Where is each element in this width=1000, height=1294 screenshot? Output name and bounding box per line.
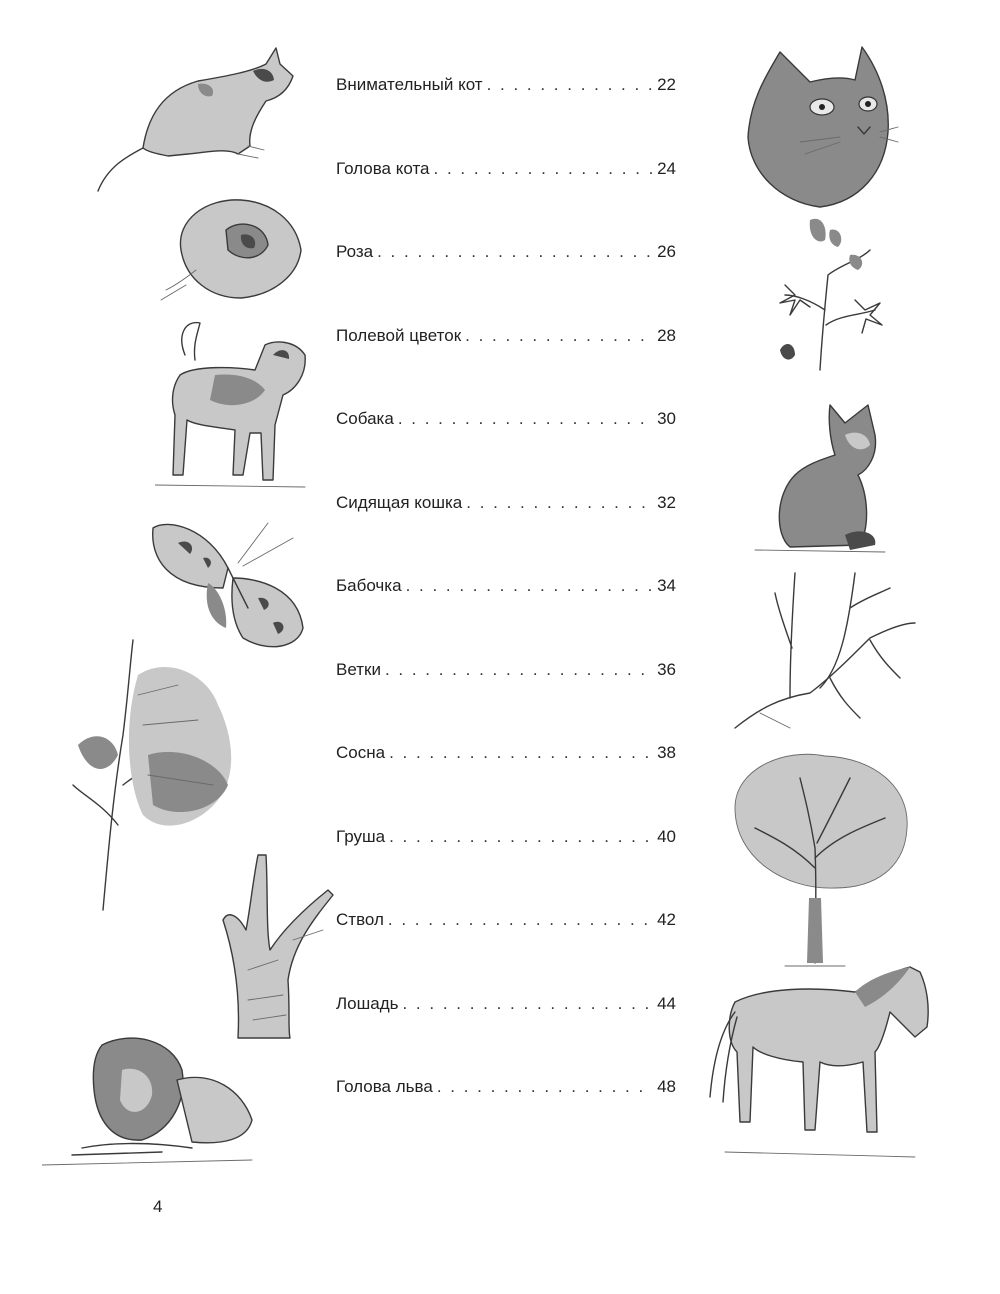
toc-entry-lion-head[interactable] <box>336 1074 676 1100</box>
toc-entry-trunk[interactable] <box>336 907 676 933</box>
wildflower-illustration <box>770 215 890 375</box>
toc-leader-dots <box>377 239 653 265</box>
toc-entry-page: 36 <box>657 660 676 679</box>
toc-entry-page: 44 <box>657 994 676 1013</box>
toc-entry-pine[interactable] <box>336 740 676 766</box>
toc-entry-wildflower[interactable] <box>336 323 676 349</box>
toc-entry-title: Голова льва <box>336 1077 433 1096</box>
toc-leader-dots <box>465 323 653 349</box>
toc-entry-page: 48 <box>657 1077 676 1096</box>
toc-entry-page: 42 <box>657 910 676 929</box>
horse-illustration <box>705 962 935 1167</box>
toc-entry-title: Сосна <box>336 743 386 762</box>
toc-leader-dots <box>437 1074 653 1100</box>
toc-leader-dots <box>466 490 653 516</box>
toc-entry-cat-head[interactable] <box>336 156 676 182</box>
toc-entry-horse[interactable] <box>336 991 676 1017</box>
toc-entry-title: Внимательный кот <box>336 75 483 94</box>
toc-leader-dots <box>402 991 653 1017</box>
dog-illustration <box>155 315 310 490</box>
toc-entry-page: 38 <box>657 743 676 762</box>
toc-entry-page: 26 <box>657 242 676 261</box>
branches-illustration <box>730 568 920 733</box>
toc-entry-rose[interactable] <box>336 239 676 265</box>
toc-entry-page: 24 <box>657 159 676 178</box>
toc-entry-butterfly[interactable] <box>336 573 676 599</box>
toc-entry-title: Сидящая кошка <box>336 493 463 512</box>
toc-entry-title: Голова кота <box>336 159 430 178</box>
sitting-cat-illustration <box>750 395 890 555</box>
toc-entry-page: 30 <box>657 409 676 428</box>
toc-entry-page: 32 <box>657 493 676 512</box>
attentive-cat-illustration <box>88 36 298 196</box>
toc-entry-title: Бабочка <box>336 576 402 595</box>
rose-illustration <box>156 190 306 308</box>
toc-entry-title: Лошадь <box>336 994 399 1013</box>
toc-entry-branches[interactable] <box>336 657 676 683</box>
toc-leader-dots <box>487 72 654 98</box>
lion-illustration <box>42 1030 257 1170</box>
page-number: 4 <box>153 1197 163 1216</box>
toc-entry-sitting-cat[interactable] <box>336 490 676 516</box>
toc-leader-dots <box>385 657 653 683</box>
toc-entry-pear[interactable] <box>336 824 676 850</box>
toc-entry-title: Ветки <box>336 660 381 679</box>
toc-entry-title: Собака <box>336 409 394 428</box>
toc-entry-title: Роза <box>336 242 374 261</box>
toc-entry-attentive-cat[interactable] <box>336 72 676 98</box>
toc-entry-title: Ствол <box>336 910 384 929</box>
toc-entry-page: 28 <box>657 326 676 345</box>
toc-entry-dog[interactable] <box>336 406 676 432</box>
toc-entry-title: Груша <box>336 827 386 846</box>
toc-leader-dots <box>389 740 653 766</box>
toc-leader-dots <box>389 824 653 850</box>
toc-leader-dots <box>398 406 653 432</box>
toc-entry-page: 40 <box>657 827 676 846</box>
trunk-illustration <box>218 850 336 1040</box>
toc-leader-dots <box>388 907 653 933</box>
toc-entry-page: 34 <box>657 576 676 595</box>
toc-entry-title: Полевой цветок <box>336 326 462 345</box>
cat-head-illustration <box>740 42 900 212</box>
toc-leader-dots <box>406 573 654 599</box>
toc-entry-page: 22 <box>657 75 676 94</box>
pine-illustration <box>68 635 238 915</box>
pear-tree-illustration <box>715 748 915 970</box>
toc-leader-dots <box>434 156 654 182</box>
